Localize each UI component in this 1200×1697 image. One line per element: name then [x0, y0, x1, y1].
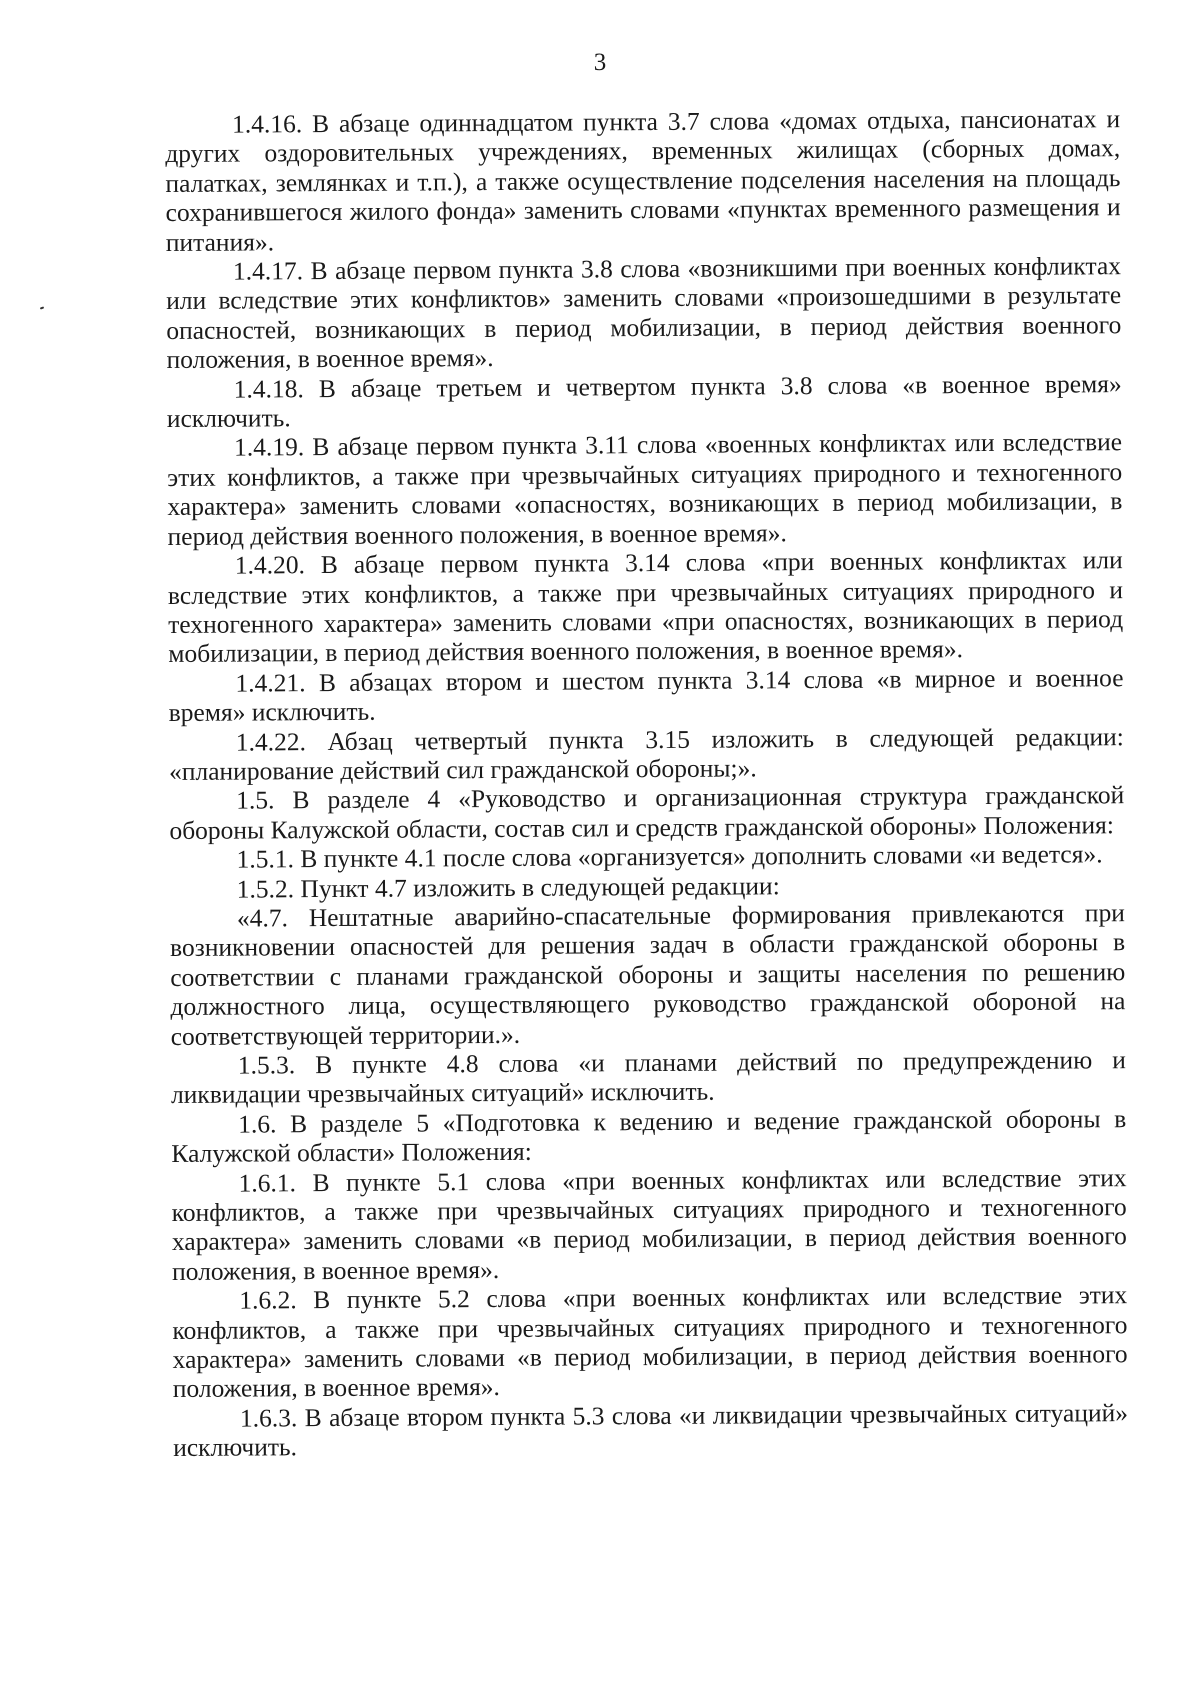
paragraph-1-5-1: 1.5.1. В пункте 4.1 после слова «организуется» дополнить словами «и ведется». [236, 839, 1103, 874]
paragraph-1-4-21: 1.4.21. В абзацах втором и шестом пункта 3.14 слова «в мирное и военное время» исключить. [168, 662, 1124, 728]
scan-speck-mark [40, 306, 44, 309]
paragraph-1-5-3: 1.5.3. В пункте 4.8 слова «и планами действий по предупреждению и ликвидации чрезвычайных ситуаций» исключить. [170, 1045, 1126, 1110]
paragraph-1-5: 1.5. В разделе 4 «Руководство и организационная структура гражданской обороны Калужской области, состав сил и средств гражданской обороны» Положения: [169, 780, 1125, 845]
document-body [165, 104, 1128, 1462]
paragraph-1-5-2: 1.5.2. Пункт 4.7 изложить в следующей редакции: [236, 870, 780, 904]
paragraph-1-4-18: 1.4.18. В абзаце третьем и четвертом пункта 3.8 слова «в военное время» исключить. [166, 368, 1122, 434]
page-number: 3 [593, 49, 607, 76]
paragraph-1-4-20: 1.4.20. В абзаце первом пункта 3.14 слова «при военных конфликтах или вследствие этих конфликтов, а также при чрезвычайных ситуациях природного и техногенного характера» заменить словами «при опасностях, возникающих в период мобилизации, в период действия военного положения, в военное время». [167, 545, 1124, 669]
paragraph-1-6-1: 1.6.1. В пункте 5.1 слова «при военных конфликтах или вследствие этих конфликтов, а также при чрезвычайных ситуациях природного и техногенного характера» заменить словами «в период мобилизации, в период действия военного положения, в военное время». [171, 1162, 1127, 1286]
paragraph-4-7-quote: «4.7. Нештатные аварийно-спасательные формирования привлекаются при возникновении опасностей для решения задач в области гражданской обороны в соответствии с планами гражданской обороны и защиты населения по решению должностного лица, осуществляющего руководство гражданской обороной на соответствующей территории.». [170, 898, 1126, 1051]
paragraph-1-4-22: 1.4.22. Абзац четвертый пункта 3.15 изложить в следующей редакции: «планирование действий сил гражданской обороны;». [168, 721, 1124, 786]
paragraph-1-4-17: 1.4.17. В абзаце первом пункта 3.8 слова «возникшими при военных конфликтах или вследствие этих конфликтов» заменить словами «произошедшими в результате опасностей, возникающих в период мобилизации, в период действия военного положения, в военное время». [166, 251, 1122, 375]
paragraph-1-6: 1.6. В разделе 5 «Подготовка к ведению и ведение гражданской обороны в Калужской области» Положения: [171, 1103, 1127, 1169]
paragraph-1-6-3: 1.6.3. В абзаце втором пункта 5.3 слова «и ликвидации чрезвычайных ситуаций» исключить. [173, 1398, 1129, 1463]
paragraph-1-6-2: 1.6.2. В пункте 5.2 слова «при военных конфликтах или вследствие этих конфликтов, а также при чрезвычайных ситуациях природного и техногенного характера» заменить словами «в период мобилизации, в период действия военного положения, в военное время». [172, 1280, 1128, 1404]
paragraph-1-4-19: 1.4.19. В абзаце первом пункта 3.11 слова «военных конфликтах или вследствие этих конфликтов, а также при чрезвычайных ситуациях природного и техногенного характера» заменить словами «опасностях, возникающих в период мобилизации, в период действия военного положения, в военное время». [167, 427, 1123, 551]
paragraph-1-4-16: 1.4.16. В абзаце одиннадцатом пункта 3.7 слова «домах отдыха, пансионатах и других оздоровительных учреждениях, временных жилищах (сборных домах, палатках, землянках и т.п.), а также осуществление подселения населения на площадь сохранившегося жилого фонда» заменить словами «пунктах временного размещения и питания». [165, 104, 1121, 257]
